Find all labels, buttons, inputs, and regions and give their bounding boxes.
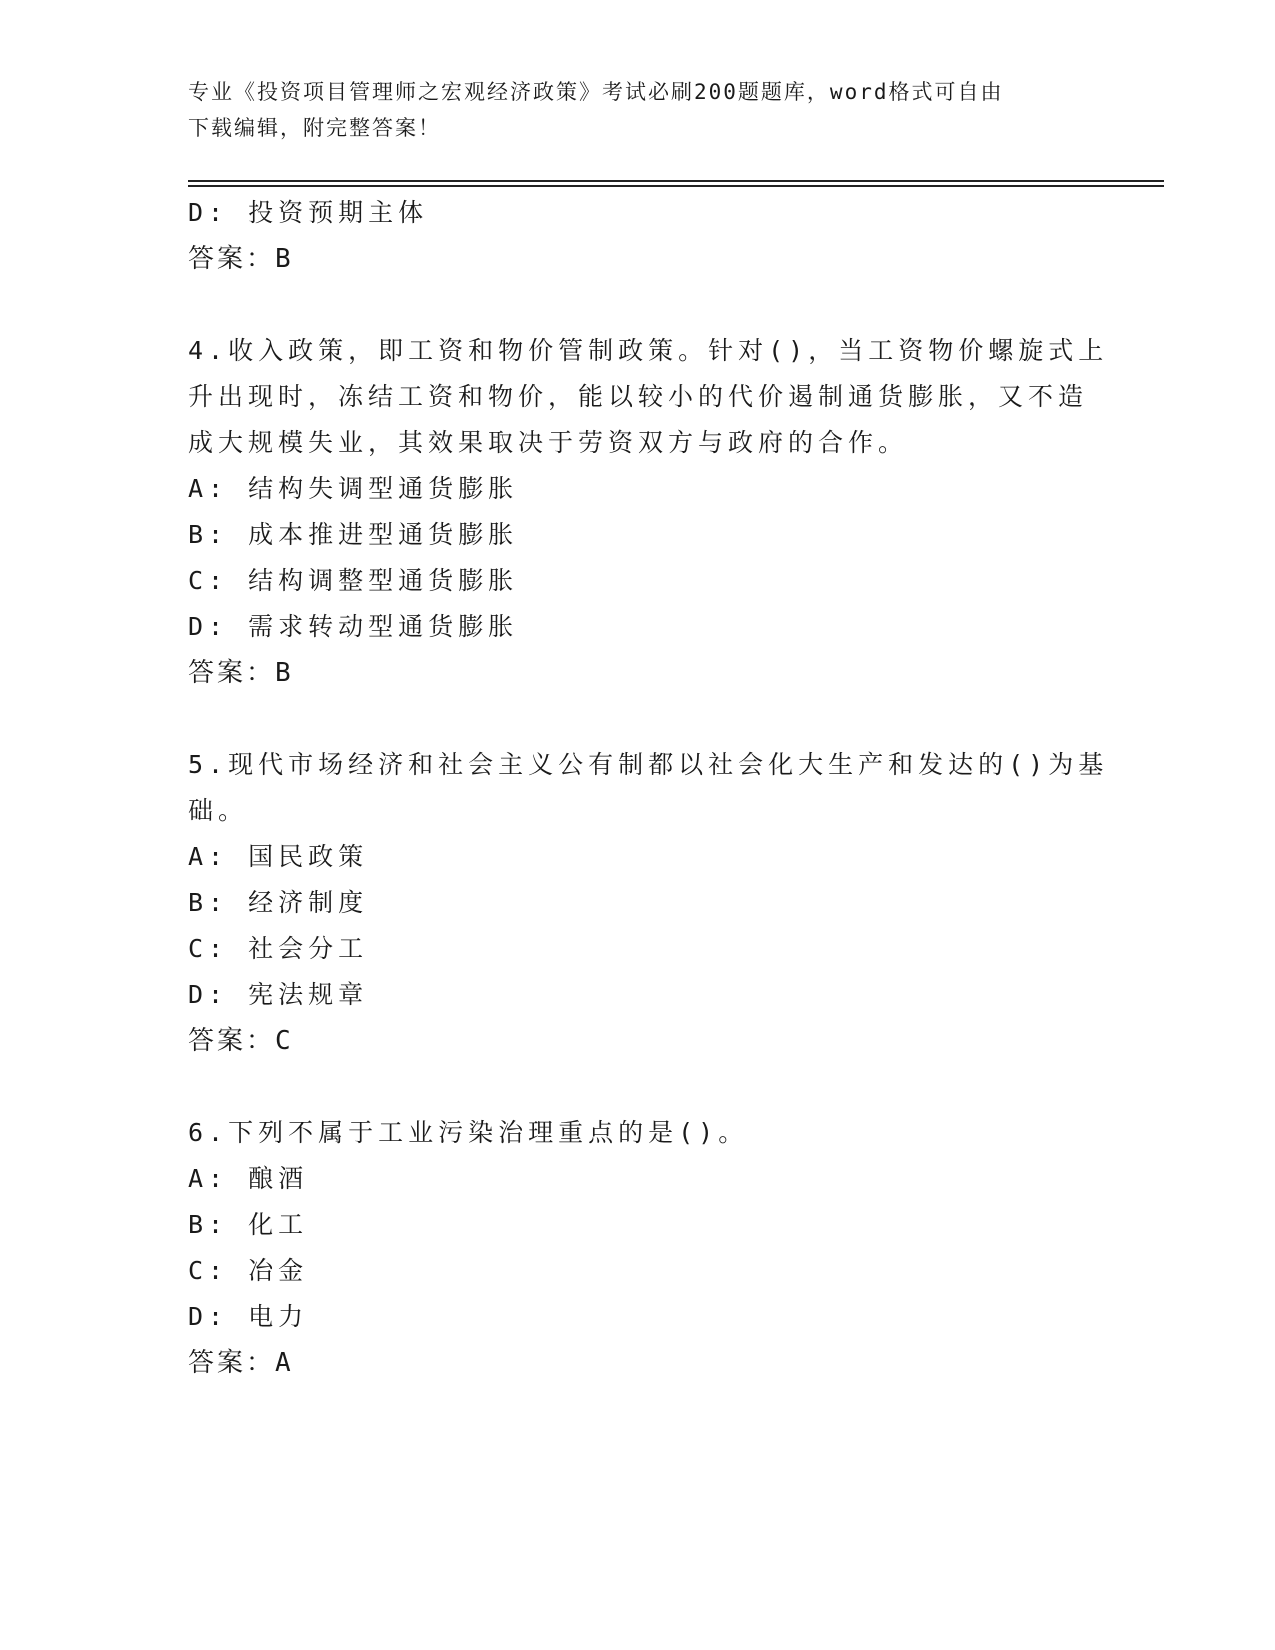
q4-stem-line-1: 4.收入政策，即工资和物价管制政策。针对()，当工资物价螺旋式上: [188, 336, 1109, 365]
question-list: [188, 190, 1109, 1386]
question-4: [188, 328, 1109, 696]
q5-stem-line-1: 5.现代市场经济和社会主义公有制都以社会化大生产和发达的()为基: [188, 750, 1109, 779]
q3-option-d: D: 投资预期主体: [188, 198, 429, 227]
q6-answer: 答案：A: [188, 1348, 294, 1378]
question-6: [188, 1110, 1068, 1386]
q5-option-a: A: 国民政策: [188, 842, 369, 871]
q6-option-b: B: 化工: [188, 1210, 309, 1239]
header-divider-bottom: [188, 185, 1164, 187]
q5-option-d: D: 宪法规章: [188, 980, 369, 1009]
q5-stem-line-2: 础。: [188, 796, 249, 825]
q5-option-c: C: 社会分工: [188, 934, 369, 963]
question-5: [188, 742, 1109, 1064]
q5-answer: 答案：C: [188, 1026, 294, 1056]
q4-stem-line-3: 成大规模失业，其效果取决于劳资双方与政府的合作。: [188, 428, 909, 457]
q4-option-d: D: 需求转动型通货膨胀: [188, 612, 519, 641]
header-divider-top: [188, 180, 1164, 182]
header-line-1: 专业《投资项目管理师之宏观经济政策》考试必刷200题题库，word格式可自由: [188, 80, 1004, 104]
q6-stem: [188, 1110, 1068, 1156]
q3-answer: 答案：B: [188, 244, 294, 274]
q4-stem: [188, 328, 1109, 466]
q6-option-d: D: 电力: [188, 1302, 309, 1331]
q6-stem-line-1: 6.下列不属于工业污染治理重点的是()。: [188, 1118, 749, 1147]
question-3-tail: [188, 190, 1068, 282]
header-line-2: 下载编辑，附完整答案！: [188, 116, 441, 140]
q4-answer: 答案：B: [188, 658, 294, 688]
q6-option-c: C: 冶金: [188, 1256, 309, 1285]
q6-option-a: A: 酿酒: [188, 1164, 309, 1193]
q4-option-a: A: 结构失调型通货膨胀: [188, 474, 519, 503]
q5-option-b: B: 经济制度: [188, 888, 369, 917]
q4-stem-line-2: 升出现时，冻结工资和物价，能以较小的代价遏制通货膨胀，又不造: [188, 382, 1089, 411]
q5-stem: [188, 742, 1109, 834]
q4-option-c: C: 结构调整型通货膨胀: [188, 566, 519, 595]
document-header: [188, 74, 1068, 146]
q4-option-b: B: 成本推进型通货膨胀: [188, 520, 519, 549]
